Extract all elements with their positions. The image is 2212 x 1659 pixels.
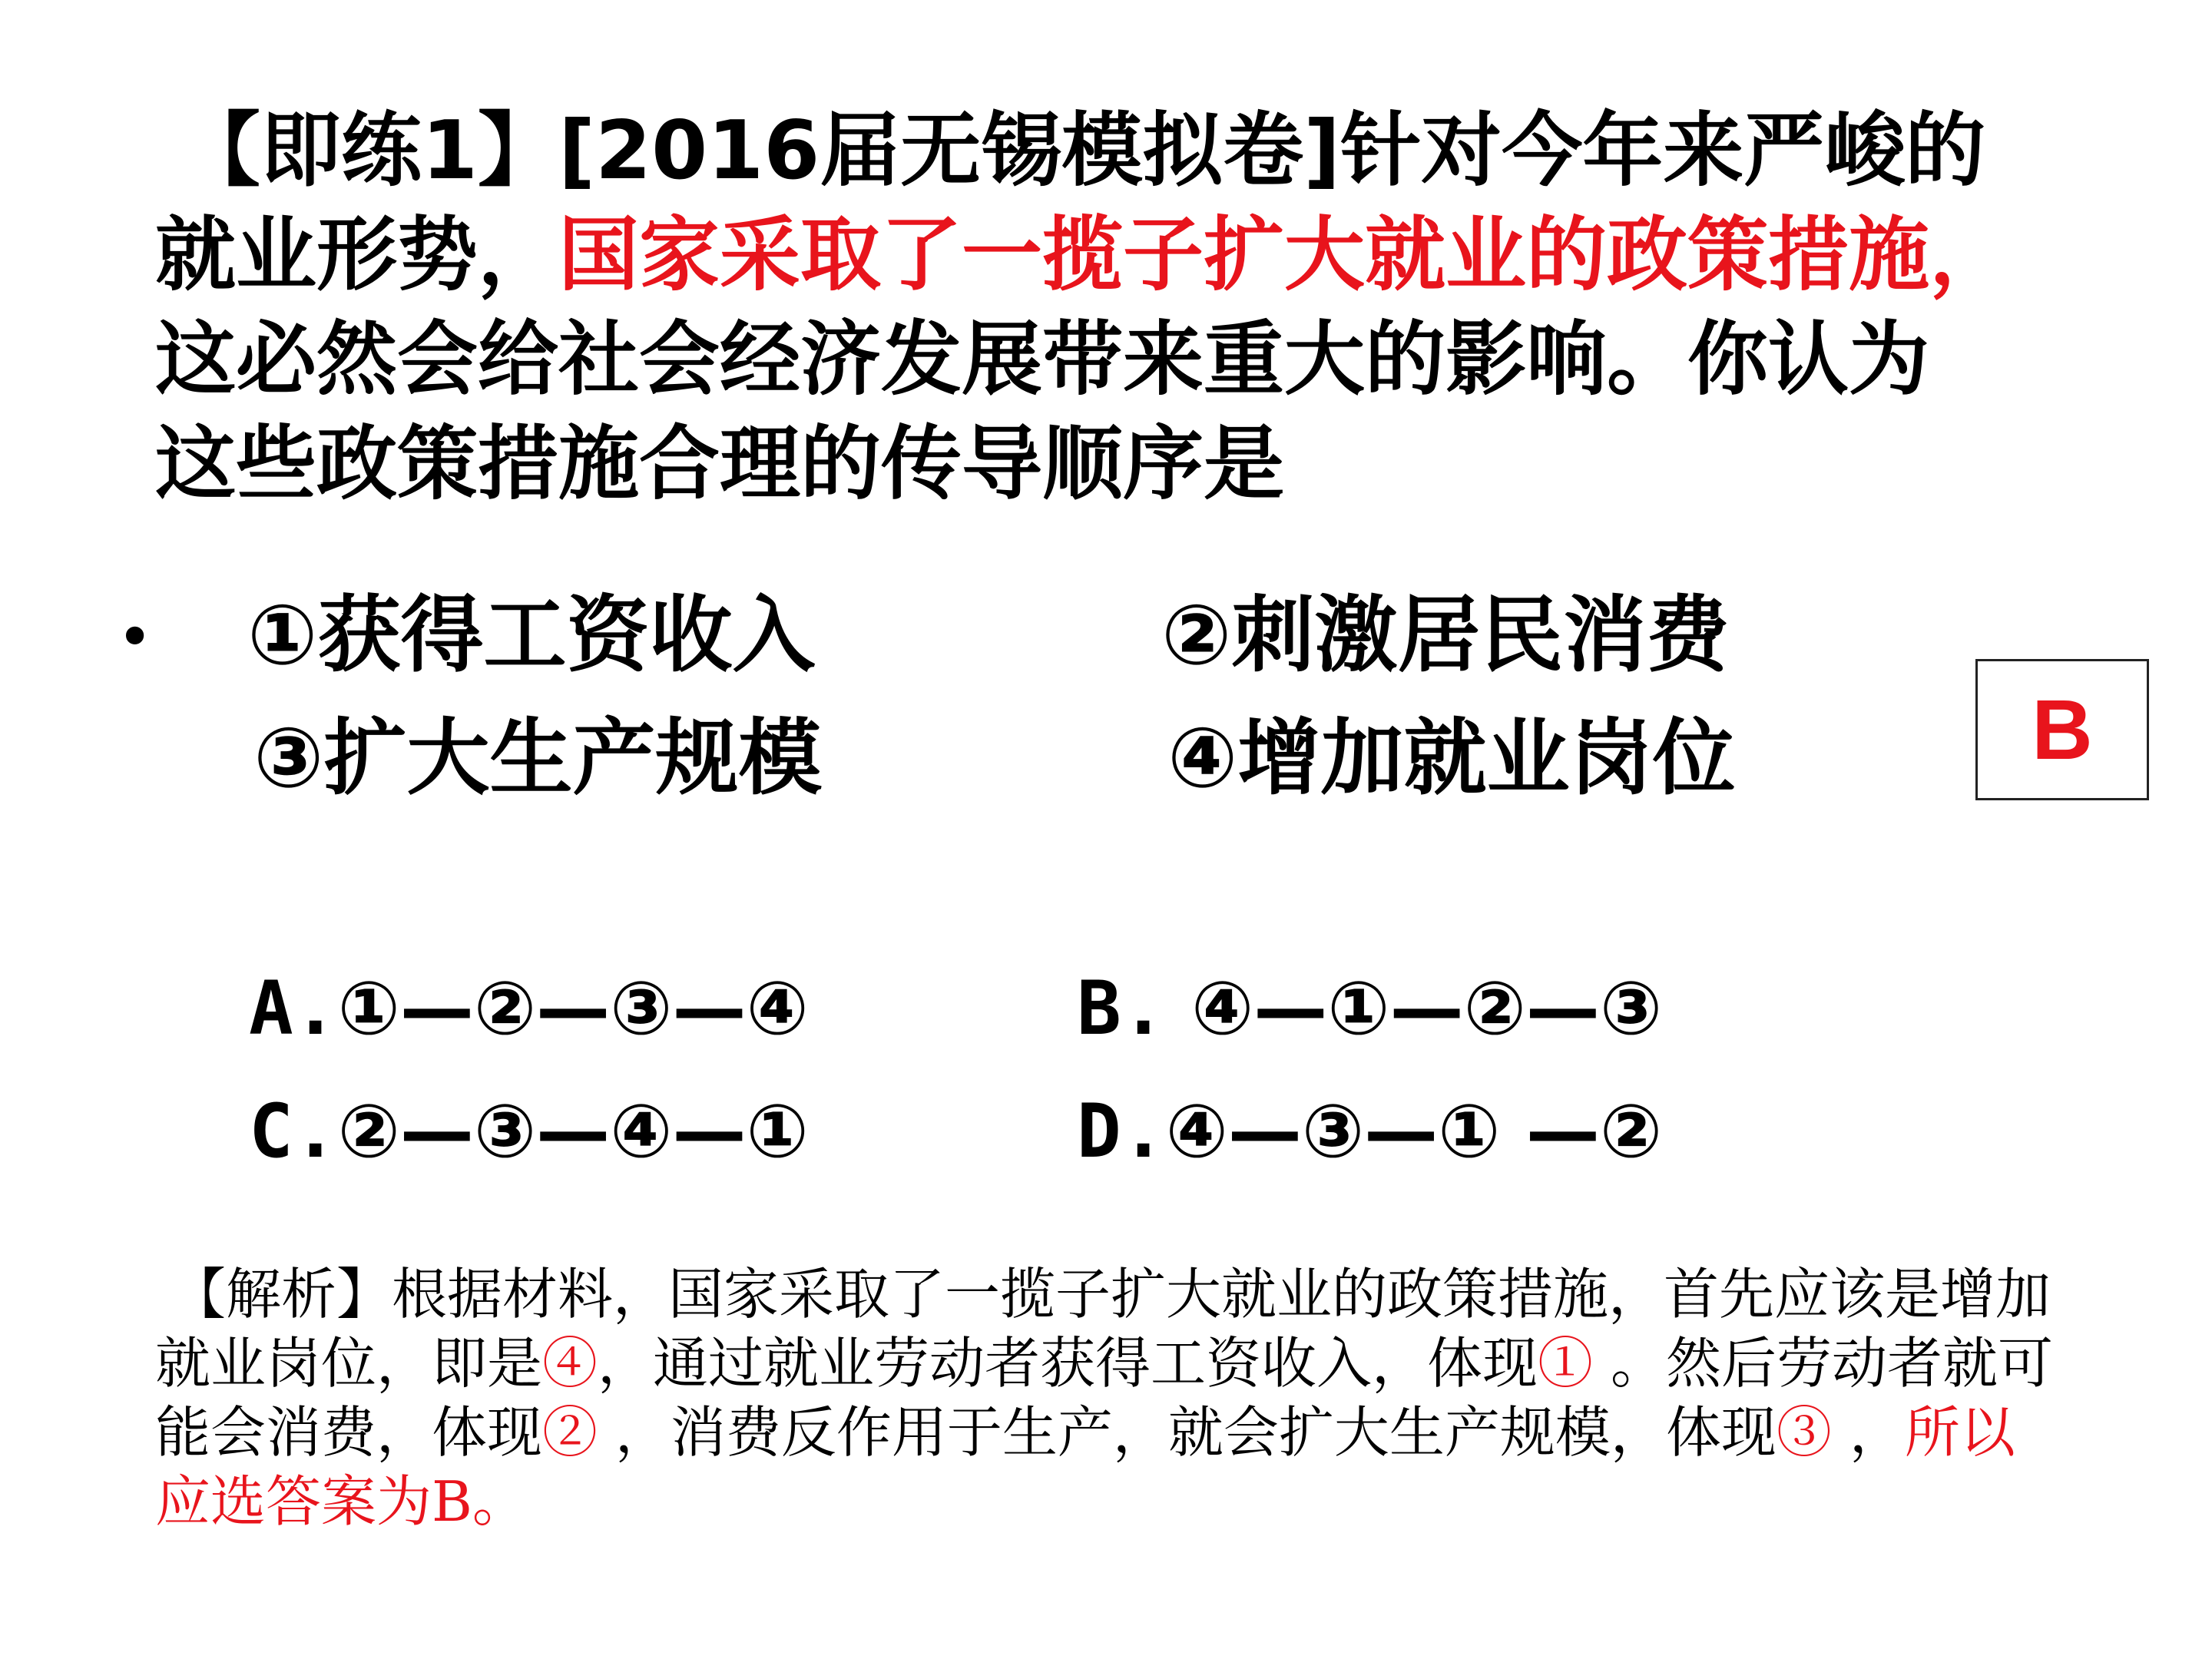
analysis-text-seg: ，消费反作用于生产，就会扩大生产规模，体现: [598, 1400, 1777, 1465]
answer-box: [1975, 659, 2149, 800]
analysis-line-2: [155, 1329, 2152, 1398]
analysis-conclusion: 应选答案为B。: [155, 1469, 528, 1534]
analysis-ref-1: ①: [1538, 1331, 1594, 1396]
question-line-2: [155, 203, 2152, 307]
option-b-letter: B.: [1077, 965, 1166, 1051]
option-c: [249, 1089, 809, 1174]
analysis-text-seg: 能会消费，体现: [155, 1400, 543, 1465]
option-a: [249, 966, 809, 1051]
analysis-text-seg: ，: [1831, 1400, 1905, 1465]
analysis-ref-4: ④: [542, 1331, 598, 1396]
option-c-letter: C.: [249, 1088, 338, 1174]
item-1: ①获得工资收入: [247, 588, 816, 684]
question-line-4: 这些政策措施合理的传导顺序是: [155, 417, 1285, 511]
analysis-conclusion-start: 所以: [1904, 1400, 2015, 1465]
option-a-text: ①—②—③—④: [337, 965, 809, 1051]
question-line-3: 这必然会给社会经济发展带来重大的影响。你认为: [155, 313, 1930, 406]
analysis-text: [155, 1260, 2152, 1536]
analysis-text-seg: 。然后劳动者就可: [1593, 1331, 2053, 1396]
option-b: [1077, 966, 1662, 1051]
analysis-text-seg: 就业岗位，即是: [155, 1331, 543, 1396]
item-2: ②刺激居民消费: [1161, 588, 1730, 684]
analysis-ref-2: ②: [542, 1400, 598, 1465]
item-4: ④增加就业岗位: [1167, 710, 1736, 806]
question-text: [155, 98, 2152, 516]
analysis-line-3: [155, 1398, 2152, 1467]
analysis-line-1: 【解析】根据材料，国家采取了一揽子扩大就业的政策措施，首先应该是增加: [171, 1262, 2051, 1326]
option-a-letter: A.: [249, 965, 338, 1051]
analysis-ref-3: ③: [1776, 1400, 1832, 1465]
question-line-2-text: 就业形势，: [155, 208, 559, 302]
option-d: [1077, 1089, 1662, 1174]
option-c-text: ②—③—④—①: [337, 1088, 809, 1174]
question-line-1: 【即练1】[2016届无锡模拟卷]针对今年来严峻的: [180, 104, 1986, 197]
item-3: ③扩大生产规模: [253, 710, 822, 806]
question-highlight: 国家采取了一揽子扩大就业的政策措施，: [558, 208, 2011, 302]
option-d-letter: D.: [1077, 1088, 1166, 1174]
option-b-text: ④—①—②—③: [1165, 965, 1663, 1051]
bullet-point: •: [117, 601, 154, 673]
option-d-text: ④—③—① —②: [1165, 1088, 1663, 1174]
analysis-text-seg: ，通过就业劳动者获得工资收入，体现: [598, 1331, 1538, 1396]
answer-letter: B: [2032, 682, 2093, 777]
